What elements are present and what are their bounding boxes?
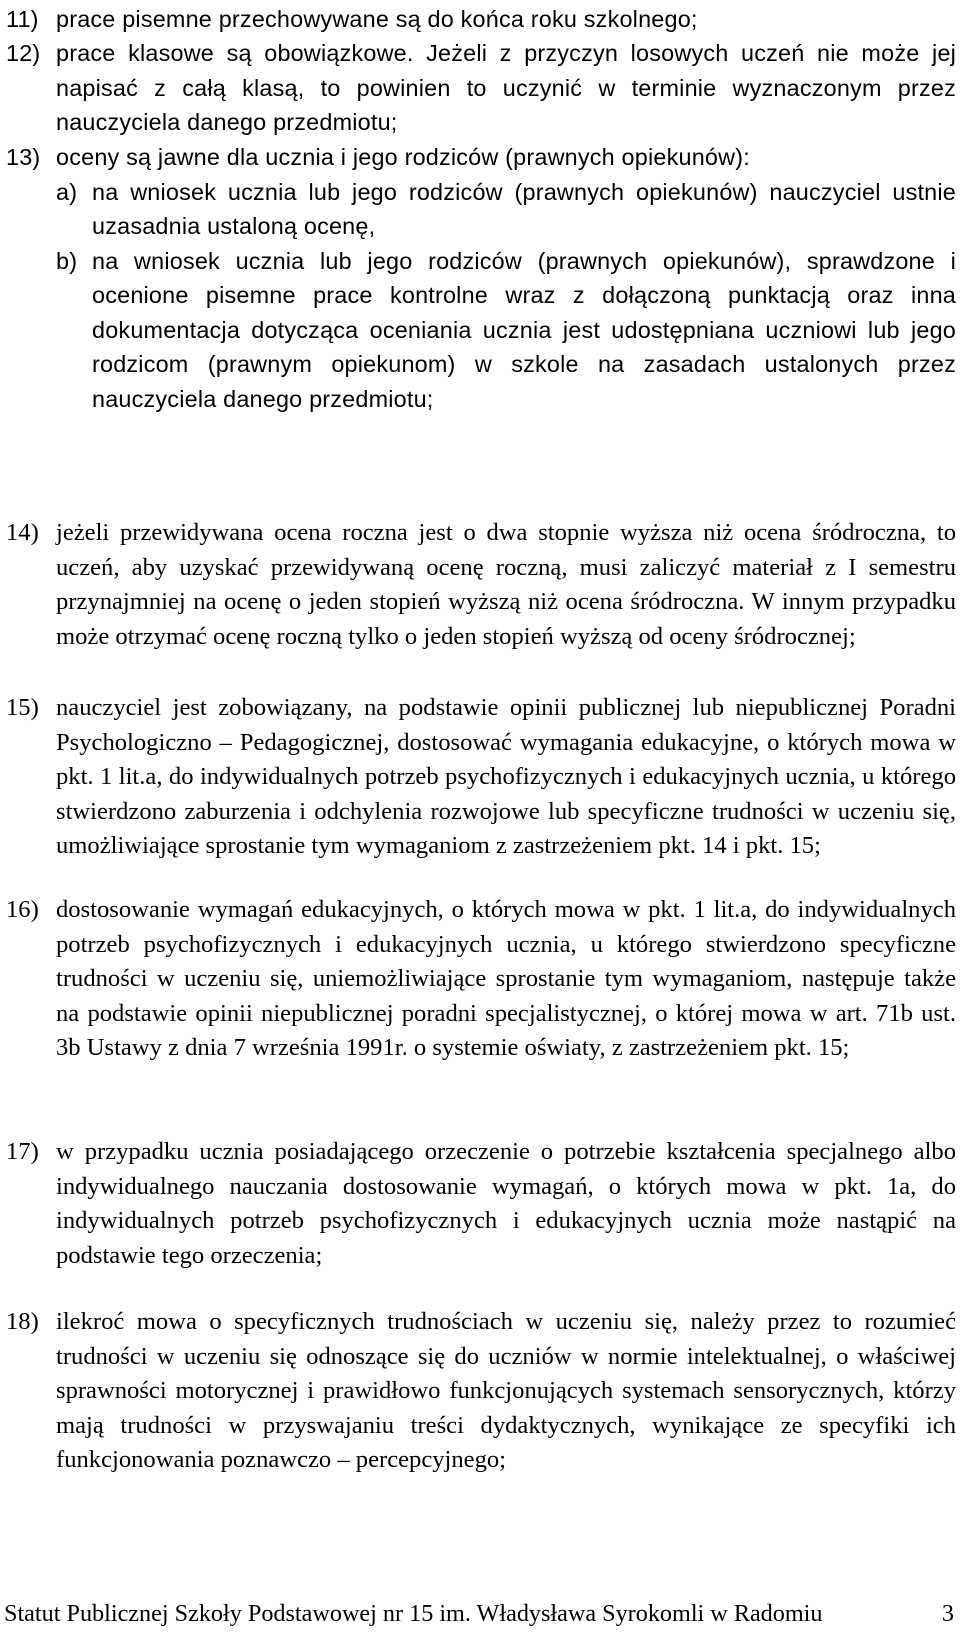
sub-item-text: na wniosek ucznia lub jego rodziców (prawnych opiekunów) nauczyciel ustnie uzasadnia ustaloną ocenę,: [92, 178, 956, 239]
item-text: oceny są jawne dla ucznia i jego rodziców (prawnych opiekunów):: [56, 144, 750, 170]
item-number: 16): [6, 896, 39, 923]
sub-item-label: a): [56, 178, 78, 205]
list-item: [0, 893, 956, 1066]
list-item: [0, 1135, 956, 1273]
list-item: [0, 516, 956, 654]
list-item: [0, 1305, 956, 1478]
item-number: 14): [6, 519, 39, 546]
item-number: 17): [6, 1138, 39, 1165]
item-number: 12): [6, 40, 41, 66]
item-number: 11): [6, 6, 39, 32]
list-item: [0, 691, 956, 864]
list-item: [0, 2, 956, 37]
footer-title: Statut Publicznej Szkoły Podstawowej nr 15 im. Władysława Syrokomli w Radomiu: [4, 1600, 823, 1627]
list-item: [0, 36, 956, 140]
item-text: jeżeli przewidywana ocena roczna jest o dwa stopnie wyższa niż ocena śródroczna, to uczeń, aby uzyskać przewidywaną ocenę roczną, musi zaliczyć materiał z I semestru przynajmniej na ocenę o jeden stopień wyższą niż ocena śródroczna. W innym przypadku może otrzymać ocenę roczną tylko o jeden stopień wyższą od oceny śródrocznej;: [56, 519, 956, 650]
item-text: nauczyciel jest zobowiązany, na podstawie opinii publicznej lub niepublicznej Poradni Psychologiczno – Pedagogicznej, dostosować wymagania edukacyjne, o których mowa w pkt. 1 lit.a, do indywidualnych potrzeb psychofizycznych i edukacyjnych ucznia, u którego stwierdzono zaburzenia i odchylenia rozwojowe lub specyficzne trudności w uczeniu się, umożliwiające sprostanie tym wymaganiom z zastrzeżeniem pkt. 14 i pkt. 15;: [56, 694, 956, 859]
item-text: dostosowanie wymagań edukacyjnych, o których mowa w pkt. 1 lit.a, do indywidualnych potrzeb psychofizycznych i edukacyjnych ucznia, u którego stwierdzono specyficzne trudności w uczeniu się, uniemożliwiające sprostanie tym wymaganiom, następuje także na podstawie opinii niepublicznej poradni specjalistycznej, o której mowa w art. 71b ust. 3b Ustawy z dnia 7 września 1991r. o systemie oświaty, z zastrzeżeniem pkt. 15;: [56, 896, 956, 1061]
page-number: 3: [941, 1600, 954, 1627]
item-number: 18): [6, 1308, 39, 1335]
page-footer: [4, 1597, 954, 1632]
list-item: [0, 140, 956, 416]
item-text: w przypadku ucznia posiadającego orzeczenie o potrzebie kształcenia specjalnego albo indywidualnego nauczania dostosowanie wymagań, o których mowa w pkt. 1a, do indywidualnych potrzeb psychofizycznych i edukacyjnych ucznia może nastąpić na podstawie tego orzeczenia;: [56, 1138, 956, 1269]
sub-item-label: b): [56, 247, 78, 274]
sub-item: [56, 244, 956, 417]
item-number: 15): [6, 694, 39, 721]
item-text: prace klasowe są obowiązkowe. Jeżeli z przyczyn losowych uczeń nie może jej napisać z całą klasą, to powinien to uczynić w terminie wyznaczonym przez nauczyciela danego przedmiotu;: [56, 40, 956, 135]
sub-item-text: na wniosek ucznia lub jego rodziców (prawnych opiekunów), sprawdzone i ocenione pisemne prace kontrolne wraz z dołączoną punktacją oraz inna dokumentacja dotycząca oceniania ucznia jest udostępniana uczniowi lub jego rodzicom (prawnym opiekunom) w szkole na zasadach ustalonych przez nauczyciela danego przedmiotu;: [92, 247, 956, 412]
item-number: 13): [6, 144, 41, 170]
item-text: ilekroć mowa o specyficznych trudnościach w uczeniu się, należy przez to rozumieć trudności w uczeniu się odnoszące się do uczniów w normie intelektualnej, o właściwej sprawności motorycznej i prawidłowo funkcjonujących systemach sensorycznych, którzy mają trudności w przyswajaniu treści dydaktycznych, wynikające ze specyfiki ich funkcjonowania poznawczo – percepcyjnego;: [56, 1308, 956, 1473]
sub-item: [56, 175, 956, 244]
item-text: prace pisemne przechowywane są do końca roku szkolnego;: [56, 6, 698, 32]
